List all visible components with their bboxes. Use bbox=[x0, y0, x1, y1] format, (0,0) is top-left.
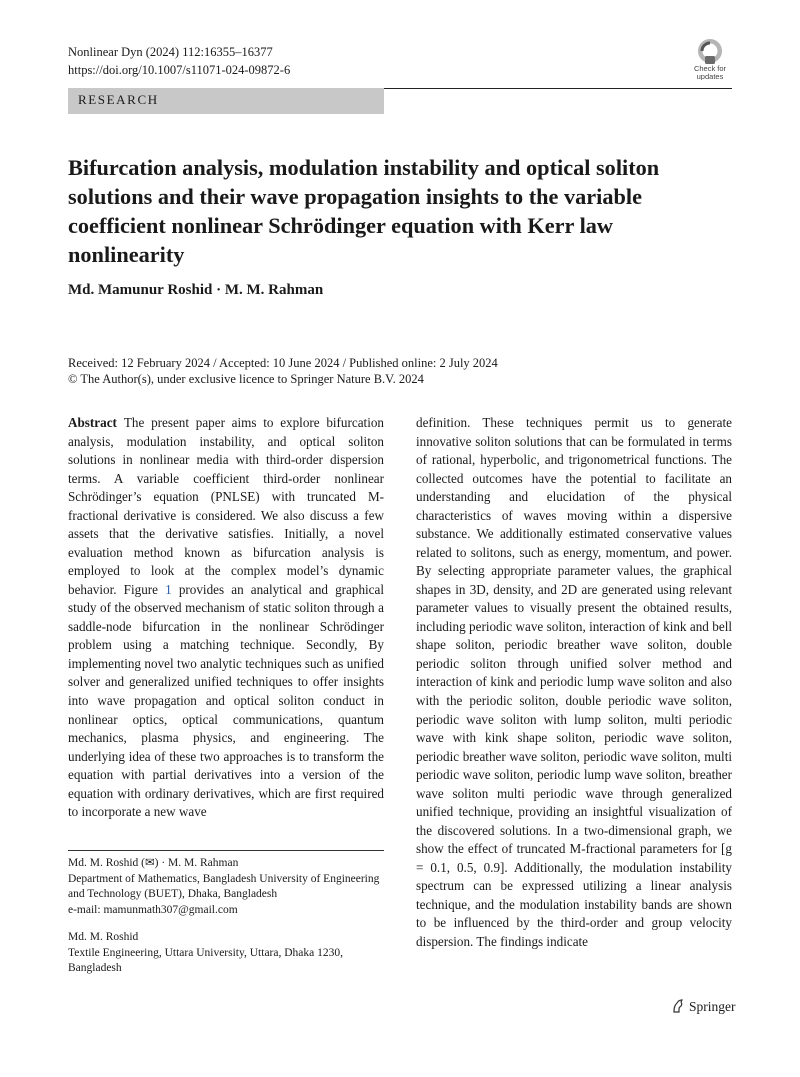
publication-dates: Received: 12 February 2024 / Accepted: 10 June 2024 / Published online: 2 July 2024 bbox=[68, 356, 498, 370]
check-for-updates-icon bbox=[688, 38, 732, 80]
section-label: RESEARCH bbox=[78, 92, 159, 107]
affiliation-block-2 bbox=[68, 930, 384, 977]
section-label-bar bbox=[68, 88, 384, 114]
abstract-right-column: definition. These techniques permit us to generate innovative soliton solutions that can be formulated in terms of rational, hyperbolic, and trigonometrical functions. The collected outcomes have the potential to facilitate an understanding and elucidation of the physical characteristics of waves moving within a dispersive substance. We additionally estimated conservative values related to solitons, such as energy, momentum, and power. By selecting appropriate parameter values, the graphical shapes in 3D, density, and 2D are generated using relevant parameter values to visually present the obtained results, including periodic wave soliton, interaction of kink and bell shape soliton, periodic breather wave soliton, double periodic soliton through unified solver method and interaction of kink and periodic lump wave soliton and also with the periodic soliton, double periodic wave soliton, periodic wave soliton with lump soliton, multi periodic wave with kink shape soliton, periodic wave soliton, periodic breather wave soliton, periodic wave soliton, multi periodic wave soliton, periodic lump wave soliton, breather wave soliton multi periodic wave through generalized unified technique, providing an insightful visualization of the discovered solutions. In a two-dimensional graph, we show the effect of truncated M-fractional parameters for [g = 0.1, 0.5, 0.9]. Additionally, the modulation instability spectrum can be expressed utilizing a linear analysis technique, and the modulation instability bands are shown to be influenced by the third-order and group velocity dispersion. The findings indicate bbox=[416, 415, 732, 949]
springer-horse-icon bbox=[670, 998, 686, 1014]
publisher-logo bbox=[670, 998, 736, 1015]
affiliation-department-2: Textile Engineering, Uttara University, Uttara, Dhaka 1230, Bangladesh bbox=[68, 946, 344, 974]
publisher-name: Springer bbox=[689, 999, 736, 1014]
check-for-updates-badge[interactable] bbox=[688, 38, 732, 80]
affiliation-block-1 bbox=[68, 856, 384, 918]
journal-header bbox=[68, 43, 290, 79]
figure-reference-link[interactable]: 1 bbox=[165, 581, 172, 597]
abstract-heading: Abstract bbox=[68, 415, 117, 430]
affiliation-author-2: Md. M. Roshid bbox=[68, 931, 139, 943]
header-rule bbox=[384, 88, 732, 89]
publication-info bbox=[68, 355, 498, 387]
affiliation-department-1: Department of Mathematics, Bangladesh University of Engineering and Technology (BUET), Dhaka, Bangladesh bbox=[68, 872, 380, 900]
corresponding-author-line: Md. M. Roshid (✉) · M. M. Rahman bbox=[68, 857, 239, 869]
abstract-text-part1: The present paper aims to explore bifurcation analysis, modulation instability, and optical soliton solutions in nonlinear media with third-order dispersion terms. A variable coefficient third-order nonlinear Schrödinger’s equation (PNLSE) with truncated M-fractional derivative is considered. We also discuss a few assets that the derivative satisfies. Initially, a novel evaluation method known as bifurcation analysis is employed to look at the complex model’s dynamic behavior. Figure bbox=[68, 415, 384, 597]
copyright-line: © The Author(s), under exclusive licence to Springer Nature B.V. 2024 bbox=[68, 372, 424, 386]
badge-label-1: Check for bbox=[693, 64, 727, 73]
footnote-rule bbox=[68, 850, 384, 851]
badge-label-2: updates bbox=[696, 72, 724, 80]
article-title: Bifurcation analysis, modulation instability and optical soliton solutions and their wave propagation insights to the variable coefficient nonlinear Schrödinger equation with Kerr law nonlinearity bbox=[68, 155, 660, 267]
author-email[interactable]: e-mail: mamunmath307@gmail.com bbox=[68, 903, 238, 916]
journal-citation: Nonlinear Dyn (2024) 112:16355–16377 bbox=[68, 45, 273, 59]
doi-link[interactable]: https://doi.org/10.1007/s11071-024-09872-6 bbox=[68, 63, 291, 77]
abstract-text-part2: provides an analytical and graphical study of the observed mechanism of static soliton through a saddle-node bifurcation in the nonlinear Schrödinger problem using a matching technique. Secondly, By implementing novel two analytic techniques such as unified solver and generalized unified techniques to offer insights into wave propagation and optical soliton conduct in nonlinear optics, optical communications, quantum mechanics, plasma physics, and engineering. The underlying idea of these two approaches is to transform the equation with partial derivatives into a version of the equation with ordinary derivatives, which are first required to incorporate a new wave bbox=[68, 581, 384, 820]
article-authors: Md. Mamunur Roshid · M. M. Rahman bbox=[68, 282, 324, 298]
abstract-left-column bbox=[68, 414, 384, 822]
